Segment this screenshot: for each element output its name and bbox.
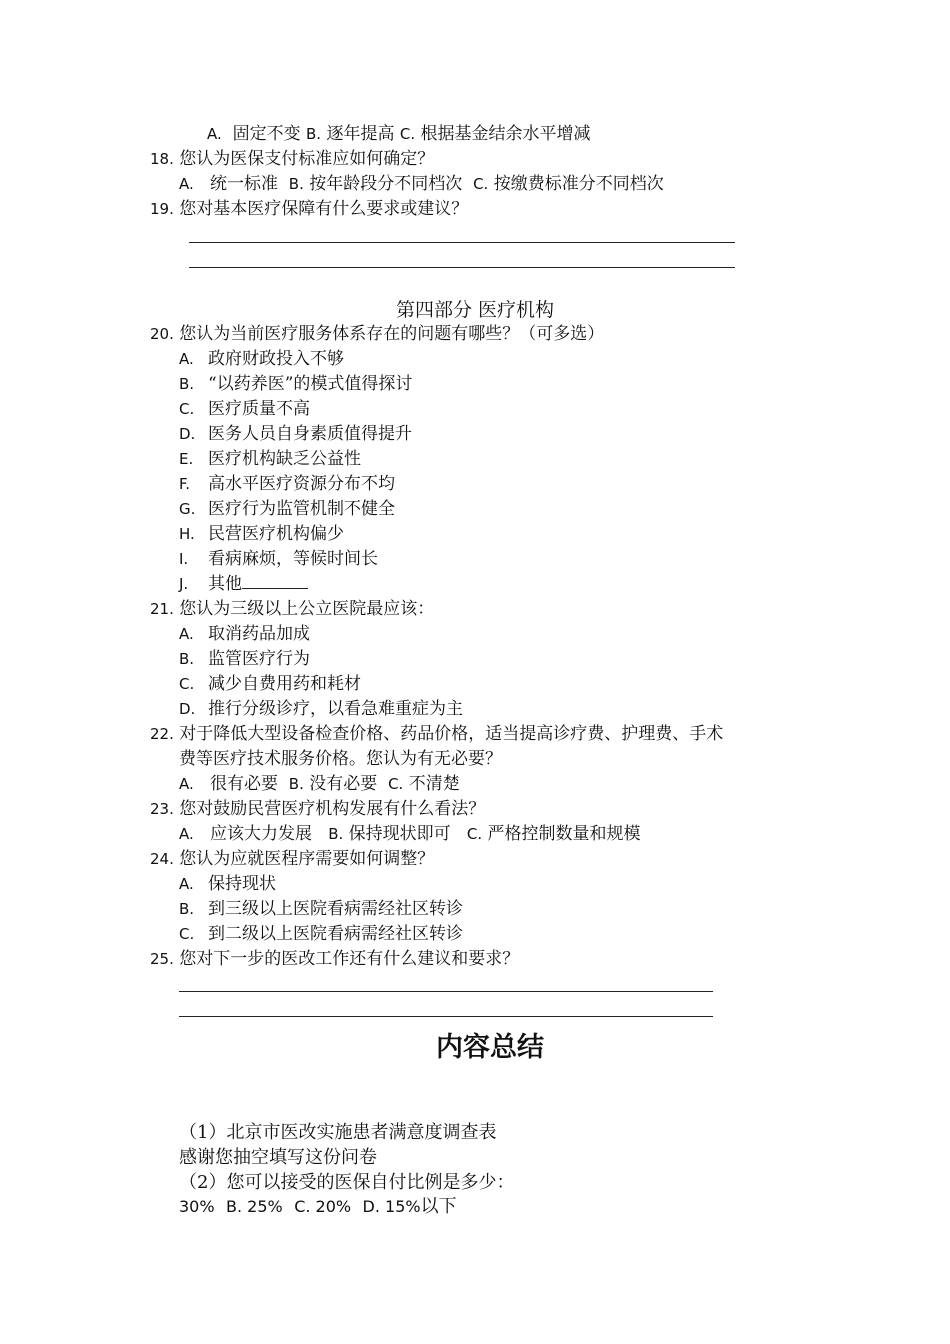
q23-option-a: 应该大力发展 xyxy=(209,824,312,844)
q25-question xyxy=(150,947,519,971)
q20-number: 20. xyxy=(150,325,174,343)
q18-option-c: 按缴费标准分不同档次 xyxy=(493,174,664,194)
option-label: C. xyxy=(179,925,195,943)
q24-question xyxy=(150,847,434,871)
q22-options xyxy=(179,772,460,796)
q21-option xyxy=(179,647,310,671)
q21-question xyxy=(150,597,434,621)
q20-option xyxy=(179,547,378,571)
q25-text: 您对下一步的医改工作还有什么建议和要求？ xyxy=(179,949,520,969)
q19-question xyxy=(150,197,468,221)
q23-option-a-label: A. xyxy=(179,825,194,843)
other-blank-field[interactable] xyxy=(242,572,308,589)
option-label: C. xyxy=(179,675,195,693)
q22-option-c-label: C. xyxy=(388,775,404,793)
section-4-title: 第四部分 医疗机构 xyxy=(395,299,555,321)
summary-option-d-tail: 以下 xyxy=(420,1196,457,1217)
q25-number: 25. xyxy=(150,950,174,968)
q17-option-c: 根据基金结余水平增减 xyxy=(420,124,591,144)
q18-option-a-label: A. xyxy=(179,175,194,193)
q23-option-c: 严格控制数量和规模 xyxy=(487,824,641,844)
q23-option-b-label: B. xyxy=(328,825,344,843)
q24-option xyxy=(179,897,463,921)
q19-answer-line-1[interactable] xyxy=(189,242,735,243)
option-text: 看病麻烦，等候时间长 xyxy=(208,549,378,569)
summary-line-3: （2）您可以接受的医保自付比例是多少： xyxy=(179,1172,515,1193)
option-text: 民营医疗机构偏少 xyxy=(208,524,344,544)
q18-option-b: 按年龄段分不同档次 xyxy=(309,174,463,194)
option-text: 取消药品加成 xyxy=(208,624,310,644)
q23-text: 您对鼓励民营医疗机构发展有什么看法？ xyxy=(179,799,486,819)
option-label: H. xyxy=(179,525,195,543)
q22-text-line-2: 费等医疗技术服务价格。您认为有无必要？ xyxy=(179,749,502,769)
option-text: 政府财政投入不够 xyxy=(208,349,344,369)
q19-answer-line-2[interactable] xyxy=(189,267,735,268)
option-label: B. xyxy=(179,375,195,393)
option-label: J. xyxy=(179,575,189,593)
option-text: 医疗行为监管机制不健全 xyxy=(208,499,395,519)
q20-option xyxy=(179,572,308,596)
q21-option xyxy=(179,672,361,696)
q20-option xyxy=(179,372,412,396)
q22-text-line-1: 对于降低大型设备检查价格、药品价格，适当提高诊疗费、护理费、手术 xyxy=(179,724,724,744)
q20-option xyxy=(179,397,310,421)
q22-number: 22. xyxy=(150,725,174,743)
q17-options xyxy=(207,122,591,146)
q17-option-a-label: A. xyxy=(207,125,222,143)
option-text: 监管医疗行为 xyxy=(208,649,310,669)
q24-number: 24. xyxy=(150,850,174,868)
q24-option xyxy=(179,872,276,896)
option-label: B. xyxy=(179,650,195,668)
summary-option-a: 30% xyxy=(179,1197,215,1216)
q18-option-a: 统一标准 xyxy=(209,174,278,194)
summary-option-d: D. 15% xyxy=(362,1197,421,1216)
option-label: C. xyxy=(179,400,195,418)
q20-option xyxy=(179,497,395,521)
option-label: D. xyxy=(179,700,196,718)
summary-title: 内容总结 xyxy=(436,1032,544,1063)
option-label: A. xyxy=(179,625,194,643)
q22-option-a-label: A. xyxy=(179,775,194,793)
q18-text: 您认为医保支付标准应如何确定？ xyxy=(179,149,435,169)
q21-option xyxy=(179,622,310,646)
q18-number: 18. xyxy=(150,150,174,168)
q18-option-c-label: C. xyxy=(473,175,489,193)
q24-option xyxy=(179,922,463,946)
q20-option xyxy=(179,347,344,371)
q25-answer-line-2[interactable] xyxy=(179,1016,713,1017)
summary-option-b: B. 25% xyxy=(226,1197,283,1216)
q17-option-c-label: C. xyxy=(399,125,416,143)
q20-option xyxy=(179,447,361,471)
q23-option-c-label: C. xyxy=(466,825,483,843)
q20-option xyxy=(179,472,395,496)
q20-option xyxy=(179,422,412,446)
q23-options xyxy=(179,822,641,846)
q20-text: 您认为当前医疗服务体系存在的问题有哪些？（可多选） xyxy=(179,324,605,344)
option-text: 医疗质量不高 xyxy=(208,399,310,419)
q17-option-b: 逐年提高 xyxy=(326,124,395,144)
option-text: 推行分级诊疗，以看急难重症为主 xyxy=(208,699,463,719)
q21-option xyxy=(179,697,463,721)
option-label: A. xyxy=(179,350,194,368)
q25-answer-line-1[interactable] xyxy=(179,991,713,992)
option-text: 减少自费用药和耗材 xyxy=(208,674,361,694)
q22-option-a: 很有必要 xyxy=(209,774,278,794)
option-text: 到三级以上医院看病需经社区转诊 xyxy=(208,899,463,919)
q19-number: 19. xyxy=(150,200,174,218)
option-text: 医疗机构缺乏公益性 xyxy=(208,449,361,469)
q21-text: 您认为三级以上公立医院最应该： xyxy=(179,599,435,619)
q17-option-a: 固定不变 xyxy=(232,124,301,144)
q19-text: 您对基本医疗保障有什么要求或建议？ xyxy=(179,199,469,219)
option-label: D. xyxy=(179,425,196,443)
option-text: 高水平医疗资源分布不均 xyxy=(208,474,395,494)
q20-question xyxy=(150,322,604,346)
option-text: “以药养医”的模式值得探讨 xyxy=(208,374,413,394)
option-label: A. xyxy=(179,875,194,893)
option-text: 保持现状 xyxy=(208,874,276,894)
option-label: G. xyxy=(179,500,196,518)
q22-question xyxy=(150,722,723,746)
option-text: 其他 xyxy=(208,574,242,594)
q17-option-b-label: B. xyxy=(305,125,322,143)
q18-question xyxy=(150,147,434,171)
option-text: 医务人员自身素质值得提升 xyxy=(208,424,412,444)
option-label: E. xyxy=(179,450,194,468)
q20-option xyxy=(179,522,344,546)
q22-option-b-label: B. xyxy=(288,775,304,793)
summary-line-1: （1）北京市医改实施患者满意度调查表 xyxy=(179,1122,497,1143)
summary-line-4 xyxy=(179,1195,457,1219)
q22-option-b: 没有必要 xyxy=(309,774,378,794)
option-label: B. xyxy=(179,900,195,918)
q23-question xyxy=(150,797,485,821)
q22-option-c: 不清楚 xyxy=(408,774,460,794)
q23-option-b: 保持现状即可 xyxy=(348,824,451,844)
summary-line-2: 感谢您抽空填写这份问卷 xyxy=(179,1147,377,1168)
q24-text: 您认为应就医程序需要如何调整？ xyxy=(179,849,435,869)
q18-options xyxy=(179,172,664,196)
q23-number: 23. xyxy=(150,800,174,818)
option-label: F. xyxy=(179,475,190,493)
option-label: I. xyxy=(179,550,189,568)
summary-option-c: C. 20% xyxy=(294,1197,352,1216)
option-text: 到二级以上医院看病需经社区转诊 xyxy=(208,924,463,944)
q18-option-b-label: B. xyxy=(288,175,304,193)
q21-number: 21. xyxy=(150,600,174,618)
